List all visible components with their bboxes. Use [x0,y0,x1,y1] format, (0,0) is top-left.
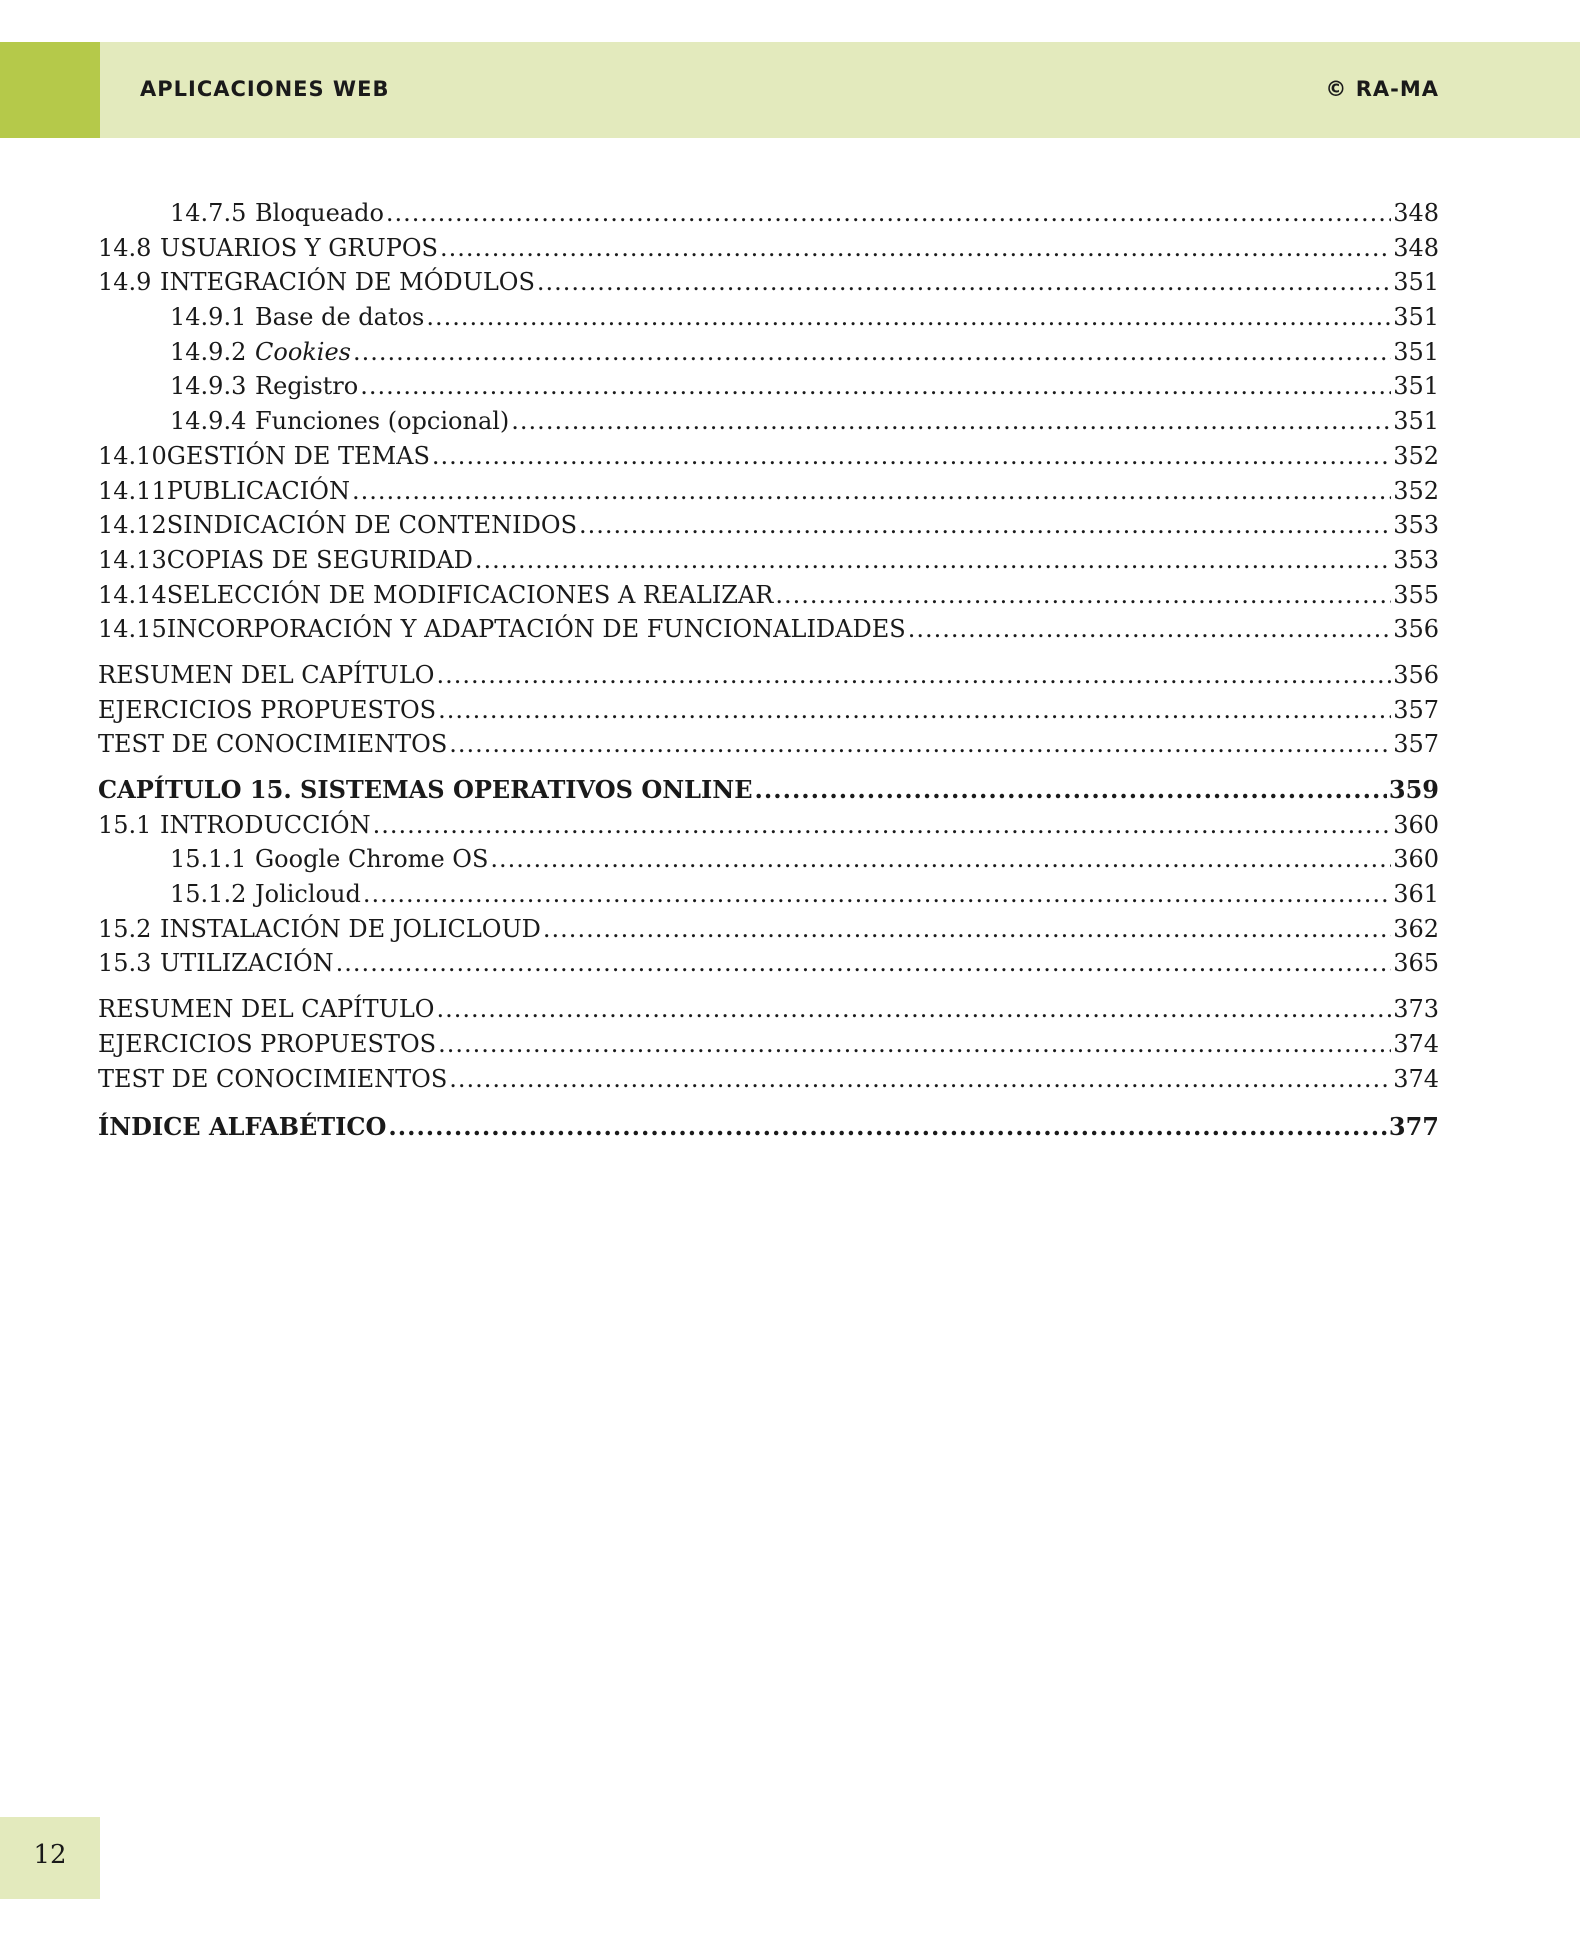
toc-entry-number: 14.7.5 [170,199,247,227]
toc-entry-page: 361 [1393,880,1439,909]
toc-dot-leader [388,1110,1387,1145]
toc-entry-page: 359 [1388,775,1439,804]
toc-entry [98,543,1439,578]
toc-entry-number: 14.13 [98,545,167,574]
running-header-copyright: © RA-MA [1325,77,1439,101]
toc-entry [98,612,1439,647]
toc-entry-title: RESUMEN DEL CAPÍTULO [98,660,435,689]
toc-entry-title: GESTIÓN DE TEMAS [166,441,430,470]
toc-dot-leader [511,404,1391,439]
toc-entry-page: 351 [1393,337,1439,366]
toc-entry [98,992,1439,1027]
toc-entry-page: 360 [1393,810,1439,839]
toc-dot-leader [373,808,1392,843]
toc-entry [98,300,1439,335]
toc-entry-title: Funciones (opcional) [255,407,510,436]
toc-entry [98,231,1439,266]
toc-entry-page: 373 [1393,995,1439,1024]
header-accent-block [0,42,100,138]
toc-entry-title: INCORPORACIÓN Y ADAPTACIÓN DE FUNCIONALIDADES [166,615,906,644]
toc-entry-page: 351 [1393,303,1439,332]
toc-entry-page: 357 [1393,730,1439,759]
toc-dot-leader [775,578,1391,613]
toc-entry [98,335,1439,370]
toc-entry-title: SINDICACIÓN DE CONTENIDOS [166,511,578,540]
toc-entry-page: 362 [1393,914,1439,943]
toc-dot-leader [436,992,1391,1027]
toc-dot-leader [490,842,1391,877]
toc-entry-number: 14.8 [98,233,152,262]
toc-entry-page: 360 [1393,845,1439,874]
toc-dot-leader [352,474,1391,509]
toc-entry [98,265,1439,300]
toc-entry [98,508,1439,543]
toc-entry-title: INTRODUCCIÓN [160,810,371,839]
toc-dot-leader [360,369,1391,404]
toc-dot-leader [336,946,1392,981]
toc-dot-leader [449,727,1391,762]
toc-entry-page: 348 [1393,199,1439,227]
toc-dot-leader [386,196,1391,231]
toc-dot-leader [436,658,1391,693]
toc-dot-leader [353,335,1391,370]
toc-entry-number: 14.9.4 [170,407,247,436]
toc-entry-number: 14.12 [98,511,167,540]
toc-entry-title: SELECCIÓN DE MODIFICACIONES A REALIZAR [166,580,774,609]
toc-entry-title: COPIAS DE SEGURIDAD [166,545,473,574]
toc-entry-title: INSTALACIÓN DE JOLICLOUD [160,914,541,943]
toc-entry-number: 14.9.2 [170,337,247,366]
toc-entry-page: 351 [1393,407,1439,436]
toc-entry-title: RESUMEN DEL CAPÍTULO [98,995,435,1024]
toc-entry [98,773,1439,808]
toc-entry-page: 352 [1393,441,1439,470]
toc-dot-leader [579,508,1391,543]
toc-entry-title: Jolicloud [255,880,361,909]
toc-entry-number: 14.9 [98,268,152,297]
toc-entry [98,693,1439,728]
toc-dot-leader [363,877,1391,912]
toc-entry [98,474,1439,509]
toc-entry [98,877,1439,912]
toc-entry-number: 14.14 [98,580,167,609]
toc-dot-leader [475,543,1391,578]
toc-entry [98,439,1439,474]
toc-entry [98,727,1439,762]
toc-dot-leader [908,612,1391,647]
toc-entry-page: 353 [1393,545,1439,574]
toc-entry-page: 353 [1393,511,1439,540]
toc-entry-number: 14.9.3 [170,372,247,401]
toc-entry-title: Google Chrome OS [255,845,489,874]
toc-entry-number: 15.1 [98,810,152,839]
toc-entry-number: 14.9.1 [170,303,247,332]
toc-entry [98,196,1439,231]
toc-entry-title: EJERCICIOS PROPUESTOS [98,695,437,724]
toc-entry [98,946,1439,981]
toc-dot-leader [438,1027,1391,1062]
toc-entry-number: 14.11 [98,476,167,505]
toc-entry-page: 377 [1388,1112,1439,1142]
toc-entry-number: 14.10 [98,441,167,470]
running-header-title: APLICACIONES WEB [140,77,390,101]
toc-dot-leader [537,265,1391,300]
toc-entry-title: Base de datos [255,303,425,332]
toc-dot-leader [755,773,1387,808]
toc-entry-title: USUARIOS Y GRUPOS [160,233,438,262]
toc-dot-leader [543,912,1391,947]
toc-entry-title: EJERCICIOS PROPUESTOS [98,1029,437,1058]
toc-entry-number: 15.1.1 [170,845,247,874]
toc-entry-page: 351 [1393,268,1439,297]
table-of-contents [98,196,1439,1145]
toc-entry-title: Bloqueado [255,199,384,227]
toc-entry-title: INTEGRACIÓN DE MÓDULOS [160,268,535,297]
toc-entry [98,658,1439,693]
toc-entry [98,404,1439,439]
toc-entry-number: 15.1.2 [170,880,247,909]
toc-entry-number: 15.2 [98,914,152,943]
toc-entry-page: 348 [1393,233,1439,262]
toc-dot-leader [432,439,1391,474]
page-number: 12 [33,1840,67,1870]
toc-entry [98,1062,1439,1097]
toc-entry [98,808,1439,843]
toc-entry-page: 365 [1393,949,1439,978]
toc-entry-page: 352 [1393,476,1439,505]
toc-entry [98,912,1439,947]
toc-entry-title: TEST DE CONOCIMIENTOS [98,730,448,759]
toc-entry-title: Registro [255,372,359,401]
toc-entry-page: 351 [1393,372,1439,401]
toc-entry [98,1027,1439,1062]
toc-dot-leader [438,693,1391,728]
toc-entry-page: 356 [1393,660,1439,689]
toc-entry-number: 14.15 [98,615,167,644]
toc-entry [98,842,1439,877]
toc-entry [98,369,1439,404]
toc-entry-page: 374 [1393,1029,1439,1058]
toc-entry-page: 374 [1393,1064,1439,1093]
toc-entry-title: UTILIZACIÓN [160,949,334,978]
toc-entry [98,1110,1439,1145]
toc-entry-title: ÍNDICE ALFABÉTICO [98,1112,387,1142]
toc-entry-title: TEST DE CONOCIMIENTOS [98,1064,448,1093]
toc-entry-title: Cookies [255,337,351,366]
toc-entry-title: PUBLICACIÓN [166,476,350,505]
toc-entry-page: 357 [1393,695,1439,724]
toc-dot-leader [440,231,1391,266]
toc-dot-leader [426,300,1391,335]
toc-entry-title: CAPÍTULO 15. SISTEMAS OPERATIVOS ONLINE [98,775,753,804]
toc-entry-number: 15.3 [98,949,152,978]
toc-entry [98,578,1439,613]
toc-entry-page: 356 [1393,615,1439,644]
toc-dot-leader [449,1062,1391,1097]
toc-entry-page: 355 [1393,580,1439,609]
